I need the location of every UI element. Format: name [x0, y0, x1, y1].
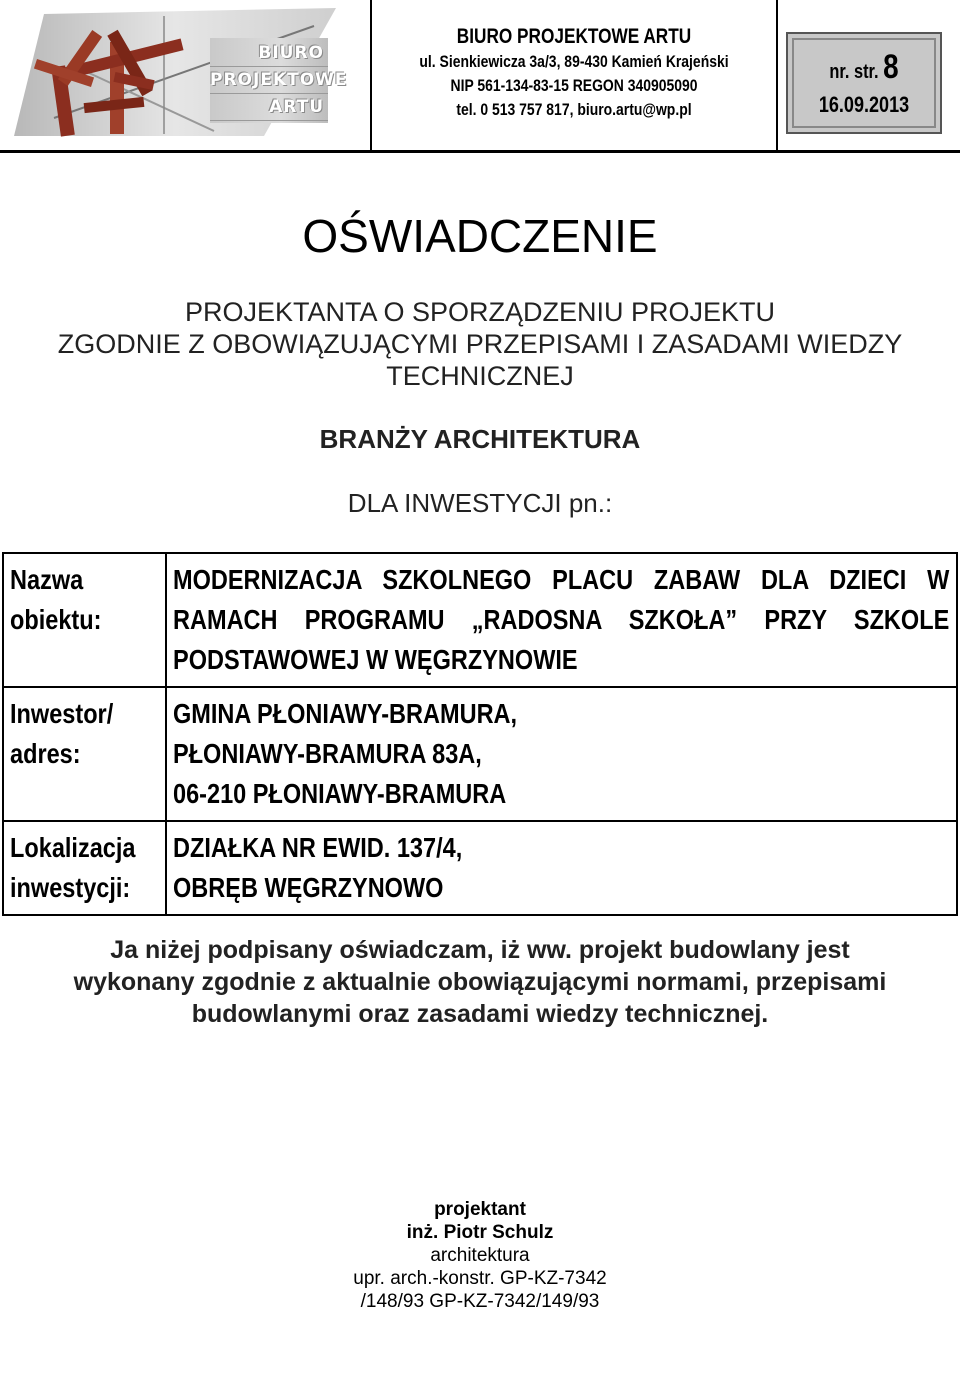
object-label: Nazwa obiektu:	[3, 553, 166, 687]
signature-license-1: upr. arch.-konstr. GP-KZ-7342	[353, 1268, 607, 1289]
branch-heading: BRANŻY ARCHITEKTURA	[319, 424, 641, 454]
location-label: Lokalizacja inwestycji:	[3, 821, 166, 915]
subtitle-line-2: ZGODNIE Z OBOWIĄZUJĄCYMI PRZEPISAMI I ZASADAMI WIEDZY	[57, 329, 903, 359]
page-number-box	[786, 32, 942, 134]
signature-block	[290, 1198, 670, 1313]
declaration-statement	[20, 934, 940, 1030]
subtitle-line-3: TECHNICZNEJ	[386, 361, 574, 391]
statement-line-1: Ja niżej podpisany oświadczam, iż ww. projekt budowlany jest	[110, 936, 850, 964]
page-label: nr. str.	[829, 61, 879, 83]
object-value-text: MODERNIZACJA SZKOLNEGO PLACU ZABAW DLA DZIECI W RAMACH PROGRAMU „RADOSNA SZKOŁA” PRZY SZKOLE PODSTAWOWEJ W WĘGRZYNOWIE	[173, 564, 950, 675]
logo-line-3: ARTU	[210, 94, 328, 121]
signature-name: inż. Piotr Schulz	[406, 1222, 554, 1243]
investment-info-table	[2, 552, 958, 916]
signature-license-2: /148/93 GP-KZ-7342/149/93	[360, 1291, 600, 1312]
investor-value: GMINA PŁONIAWY-BRAMURA, PŁONIAWY-BRAMURA 83A, 06-210 PŁONIAWY-BRAMURA	[166, 687, 957, 821]
page-number-value: 8	[883, 48, 899, 86]
table-row	[3, 821, 957, 915]
investment-intro: DLA INWESTYCJI pn.:	[347, 488, 613, 518]
company-contact: tel. 0 513 757 817, biuro.artu@wp.pl	[456, 100, 692, 119]
signature-specialty: architektura	[430, 1245, 530, 1266]
logo-line-2: PROJEKTOWE	[210, 67, 328, 94]
investor-label: Inwestor/ adres:	[3, 687, 166, 821]
header-rule	[0, 150, 960, 153]
logo-line-1: BIURO	[210, 40, 328, 67]
header-divider	[776, 0, 778, 150]
location-value: DZIAŁKA NR EWID. 137/4, OBRĘB WĘGRZYNOWO	[166, 821, 957, 915]
page-number	[802, 48, 927, 87]
company-info	[372, 24, 776, 122]
signature-role: projektant	[434, 1199, 526, 1220]
document-date: 16.09.2013	[818, 92, 910, 117]
company-ids: NIP 561-134-83-15 REGON 340905090	[450, 76, 698, 95]
company-address: ul. Sienkiewicza 3a/3, 89-430 Kamień Krajeński	[419, 52, 729, 71]
subtitle	[0, 296, 960, 392]
logo-wordmark	[210, 38, 348, 123]
statement-line-2: wykonany zgodnie z aktualnie obowiązującymi normami, przepisami	[73, 968, 887, 996]
subtitle-line-1: PROJEKTANTA O SPORZĄDZENIU PROJEKTU	[184, 297, 776, 327]
object-value	[166, 553, 957, 687]
table-row	[3, 687, 957, 821]
page-title: OŚWIADCZENIE	[302, 210, 658, 262]
statement-line-3: budowlanymi oraz zasadami wiedzy technicznej.	[191, 1000, 769, 1028]
company-name: BIURO PROJEKTOWE ARTU	[456, 25, 692, 48]
logo-area	[0, 0, 372, 150]
document-header	[0, 0, 960, 152]
table-row	[3, 553, 957, 687]
